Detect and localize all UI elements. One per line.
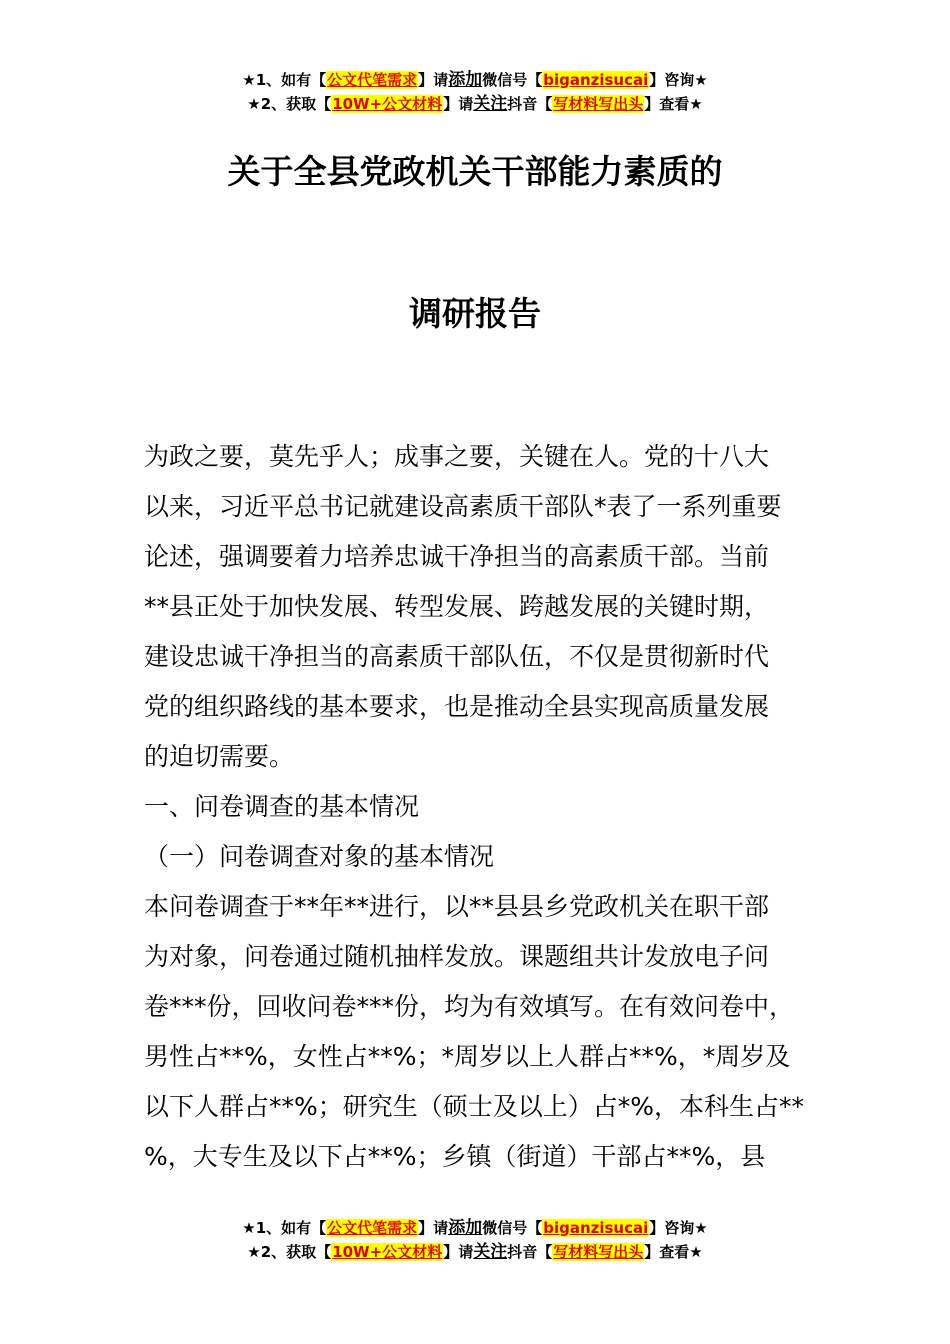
banner-text: 微信号【 — [482, 1219, 543, 1237]
banner-text: 抖音【 — [507, 1243, 553, 1261]
body-line: 本问卷调查于**年**进行，以**县县乡党政机关在职干部 — [144, 892, 770, 921]
header-banner — [0, 68, 950, 116]
body-line: 卷***份，回收问卷***份，均为有效填写。在有效问卷中， — [144, 992, 795, 1021]
body-line: 男性占**%，女性占**%；*周岁以上人群占**%，*周岁及 — [144, 1042, 791, 1071]
banner-text: ★2、获取【 — [247, 95, 332, 113]
banner-line-1 — [0, 1216, 950, 1240]
banner-text: 】请 — [443, 1243, 474, 1261]
body-line: 建设忠诚干净担当的高素质干部队伍，不仅是贯彻新时代 — [144, 642, 770, 671]
banner-text: ★1、如有【 — [242, 71, 327, 89]
document-body — [144, 432, 824, 1182]
banner-text: 】咨询★ — [649, 1219, 708, 1237]
body-line: 以下人群占**%；研究生（硕士及以上）占*%，本科生占** — [144, 1092, 805, 1121]
banner-text: 】查看★ — [644, 95, 703, 113]
body-line: 为对象，问卷通过随机抽样发放。课题组共计发放电子问 — [144, 942, 770, 971]
subsection-heading: （一）问卷调查对象的基本情况 — [144, 842, 495, 871]
banner-highlight: 10W+公文材料 — [332, 1243, 443, 1261]
banner-text: 】请 — [418, 71, 449, 89]
body-line: 的迫切需要。 — [144, 742, 295, 771]
body-line: **县正处于加快发展、转型发展、跨越发展的关键时期， — [144, 592, 770, 621]
banner-text: ★1、如有【 — [242, 1219, 327, 1237]
banner-text: 微信号【 — [482, 71, 543, 89]
banner-text: 抖音【 — [507, 95, 553, 113]
banner-text: 】请 — [418, 1219, 449, 1237]
banner-highlight: biganzisucai — [543, 71, 649, 89]
banner-highlight: 公文代笔需求 — [327, 71, 418, 89]
body-line: %，大专生及以下占**%；乡镇（街道）干部占**%，县 — [144, 1142, 766, 1171]
banner-text: 】查看★ — [644, 1243, 703, 1261]
banner-line-2 — [0, 92, 950, 116]
body-line: 党的组织路线的基本要求，也是推动全县实现高质量发展 — [144, 692, 770, 721]
banner-line-2 — [0, 1240, 950, 1264]
banner-highlight: 公文代笔需求 — [327, 1219, 418, 1237]
banner-highlight: 写材料写出头 — [553, 1243, 644, 1261]
banner-text: 】咨询★ — [649, 71, 708, 89]
body-line: 为政之要，莫先乎人；成事之要，关键在人。党的十八大 — [144, 442, 770, 471]
body-line: 论述，强调要着力培养忠诚干净担当的高素质干部。当前 — [144, 542, 770, 571]
banner-line-1 — [0, 68, 950, 92]
banner-emphasis: 添加 — [448, 1218, 483, 1238]
footer-banner — [0, 1216, 950, 1264]
banner-highlight: biganzisucai — [543, 1219, 649, 1237]
banner-highlight: 写材料写出头 — [553, 95, 644, 113]
banner-text: ★2、获取【 — [247, 1243, 332, 1261]
page-title-line-1: 关于全县党政机关干部能力素质的 — [227, 152, 723, 191]
banner-text: 】请 — [443, 95, 474, 113]
banner-emphasis: 关注 — [473, 94, 508, 114]
page-title-line-2: 调研报告 — [409, 294, 541, 333]
body-line: 以来，习近平总书记就建设高素质干部队*表了一系列重要 — [144, 492, 782, 521]
banner-highlight: 10W+公文材料 — [332, 95, 443, 113]
banner-emphasis: 关注 — [473, 1242, 508, 1262]
banner-emphasis: 添加 — [448, 70, 483, 90]
section-heading: 一、问卷调查的基本情况 — [144, 792, 420, 821]
